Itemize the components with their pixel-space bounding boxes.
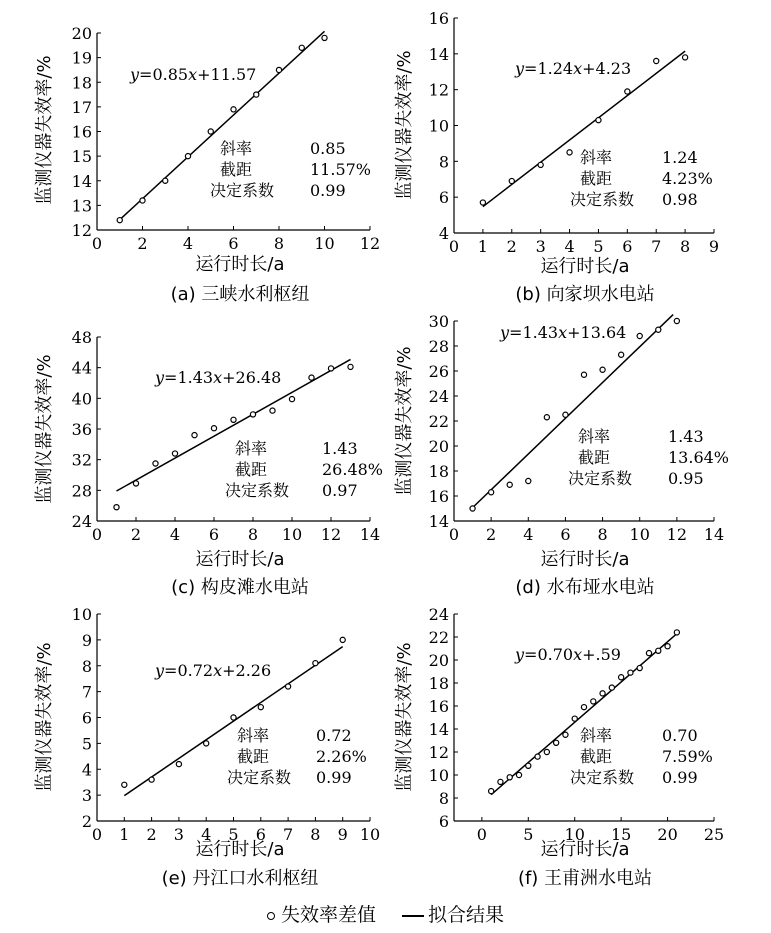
stat-value-r2: 0.99 [310,181,346,200]
y-tick-label: 19 [71,48,92,68]
x-tick-label: 1 [119,825,130,844]
data-point [646,651,651,656]
data-point [625,89,630,94]
stat-value-intercept: 13.64% [668,448,730,467]
data-point [289,397,294,402]
y-tick-label: 14 [428,720,449,739]
x-tick-label: 8 [680,237,691,256]
data-point [572,716,577,721]
x-tick-label: 10 [314,234,335,253]
x-axis-label: 运行时长/a [540,256,630,277]
x-tick-label: 0 [448,525,460,544]
data-point [674,630,679,635]
data-point [600,367,605,372]
stat-label-intercept: 截距 [220,160,253,179]
x-axis-label: 运行时长/a [540,549,630,570]
x-tick-label: 2 [146,825,157,844]
y-tick-label: 10 [428,766,449,785]
chart-caption: (e) 丹江口水利枢纽 [161,868,319,889]
data-point [348,364,353,369]
y-tick-label: 12 [428,80,449,100]
data-point [340,637,345,642]
data-point [591,699,596,704]
data-point [470,506,475,511]
stat-value-intercept: 2.26% [316,747,367,766]
data-point [600,691,605,696]
y-tick-label: 24 [71,512,92,531]
data-point [133,481,138,486]
chart-panel-e [34,605,380,889]
y-tick-label: 28 [428,337,449,356]
data-point [581,372,586,377]
data-point [563,732,568,737]
y-tick-label: 18 [428,462,449,481]
y-tick-label: 26 [428,362,449,381]
data-point [254,92,259,97]
data-point [286,684,291,689]
y-tick-label: 12 [71,221,92,240]
stat-value-r2: 0.95 [668,469,704,488]
data-point [117,218,122,223]
chart-caption: (f) 王甫洲水电站 [517,868,653,889]
data-point [185,154,190,159]
stat-value-slope: 1.43 [322,439,358,458]
data-point [250,412,255,417]
y-axis-label: 监测仪器失效率/% [34,642,55,792]
x-tick-label: 8 [310,825,321,844]
fit-equation: y=1.24x+4.23 [515,59,632,78]
figure-legend [0,900,771,927]
data-point [328,366,333,371]
y-tick-label: 48 [71,328,92,347]
x-tick-label: 8 [597,525,608,544]
data-point [637,333,642,338]
data-point [656,648,661,653]
x-tick-label: 10 [629,525,650,544]
y-tick-label: 14 [71,171,92,191]
data-point [567,150,572,155]
data-point [619,352,624,357]
x-tick-label: 0 [448,237,460,256]
fit-equation: y=1.43x+13.64 [500,323,627,342]
data-point [270,408,275,413]
stat-label-intercept: 截距 [578,448,611,467]
stat-label-intercept: 截距 [580,169,613,188]
y-tick-label: 30 [428,312,449,331]
stat-label-slope: 斜率 [580,148,613,167]
stat-label-slope: 斜率 [578,427,611,446]
data-point [619,675,624,680]
y-axis-label: 监测仪器失效率/% [394,642,415,792]
y-tick-label: 28 [71,481,92,501]
x-tick-label: 9 [337,825,348,844]
x-tick-label: 2 [137,234,148,253]
y-tick-label: 8 [438,152,449,172]
y-tick-label: 17 [71,97,92,117]
x-axis-label: 运行时长/a [540,839,630,860]
stat-value-slope: 0.72 [316,726,352,745]
data-point [516,772,521,777]
stat-value-r2: 0.98 [662,190,698,209]
stat-value-r2: 0.99 [316,768,352,787]
x-tick-label: 12 [320,525,342,544]
fit-equation: y=0.72x+2.26 [155,661,272,680]
y-tick-label: 16 [428,487,449,506]
data-point [538,162,543,167]
data-point [554,740,559,745]
y-tick-label: 2 [81,812,92,831]
data-point [140,198,145,203]
x-tick-label: 0 [91,234,103,253]
data-point [122,782,127,787]
data-point [509,178,514,183]
y-axis-label: 监测仪器失效率/% [394,50,415,200]
y-tick-label: 5 [81,734,92,754]
y-tick-label: 22 [428,412,449,431]
data-point [628,670,633,675]
y-tick-label: 32 [71,450,92,470]
stat-value-intercept: 26.48% [322,460,384,479]
y-tick-label: 16 [428,9,449,28]
x-tick-label: 10 [564,825,585,844]
y-tick-label: 24 [428,605,449,624]
x-tick-label: 6 [560,525,571,544]
y-tick-label: 14 [428,512,449,531]
legend-fit-label: 拟合结果 [428,904,505,926]
data-point [654,58,659,63]
x-tick-label: 8 [247,525,259,544]
stat-label-r2: 决定系数 [568,469,633,488]
y-tick-label: 44 [71,358,92,378]
data-point [656,327,661,332]
chart-panel-d [394,312,729,598]
stat-value-intercept: 7.59% [662,747,713,766]
data-point [231,417,236,422]
y-tick-label: 6 [438,812,449,831]
data-point [163,178,168,183]
x-tick-label: 0 [91,525,103,544]
y-tick-label: 16 [428,697,449,716]
stat-label-intercept: 截距 [237,747,270,766]
fit-equation: y=0.70x+.59 [515,645,621,664]
data-point [581,705,586,710]
y-tick-label: 14 [428,44,449,64]
data-point [211,426,216,431]
x-tick-label: 9 [708,237,720,256]
chart-caption: (a) 三峡水利枢纽 [170,284,310,305]
x-axis-label: 运行时长/a [195,254,285,275]
x-tick-label: 2 [506,237,517,256]
x-tick-label: 14 [359,525,381,544]
stat-label-intercept: 截距 [235,460,268,479]
data-point [674,318,679,323]
stat-label-slope: 斜率 [237,726,270,745]
stat-label-r2: 决定系数 [225,481,290,500]
y-axis-label: 监测仪器失效率/% [34,55,55,205]
data-point [114,505,119,510]
x-tick-label: 5 [593,237,604,256]
data-point [489,490,494,495]
stat-value-intercept: 11.57% [310,160,372,179]
x-tick-label: 20 [657,825,678,844]
data-point [231,715,236,720]
data-point [276,67,281,72]
x-tick-label: 5 [228,825,239,844]
stat-value-r2: 0.99 [662,768,698,787]
x-tick-label: 6 [255,825,266,844]
x-tick-label: 10 [281,525,303,544]
y-tick-label: 20 [428,437,449,456]
data-point [596,118,601,123]
y-tick-label: 6 [438,188,449,208]
stat-value-intercept: 4.23% [662,169,713,188]
data-point [637,665,642,670]
stat-label-r2: 决定系数 [227,768,292,787]
data-point [313,661,318,666]
stat-label-slope: 斜率 [220,139,253,158]
x-tick-label: 2 [486,525,497,544]
y-tick-label: 8 [81,656,92,676]
stat-label-r2: 决定系数 [570,768,635,787]
legend-points-label: 失效率差值 [280,904,376,926]
data-point [176,761,181,766]
data-point [258,705,263,710]
legend-item-points [267,900,376,927]
y-tick-label: 10 [428,116,449,136]
data-point [665,644,670,649]
x-tick-label: 4 [564,237,575,256]
x-tick-label: 12 [359,234,381,253]
x-tick-label: 6 [228,234,239,253]
x-axis-label: 运行时长/a [195,549,285,570]
data-point [149,777,154,782]
y-tick-label: 6 [81,708,92,728]
stat-label-slope: 斜率 [235,439,268,458]
y-axis-label: 监测仪器失效率/% [34,354,55,504]
y-tick-label: 12 [428,743,449,762]
data-point [535,754,540,759]
y-tick-label: 15 [71,147,92,167]
data-point [192,433,197,438]
x-tick-label: 25 [703,825,725,844]
data-point [480,200,485,205]
data-point [526,478,531,483]
x-tick-label: 5 [523,825,534,844]
data-point [299,45,304,50]
chart-panel-a [34,24,380,305]
stat-label-intercept: 截距 [580,747,613,766]
chart-panel-b [394,9,719,305]
y-tick-label: 4 [438,224,449,243]
y-tick-label: 13 [71,196,92,216]
circle-marker-icon [267,912,275,920]
y-tick-label: 10 [71,605,92,624]
y-tick-label: 18 [428,674,449,693]
x-tick-label: 14 [703,525,725,544]
data-point [309,375,314,380]
x-tick-label: 6 [208,525,220,544]
x-tick-label: 4 [182,234,194,253]
stat-value-r2: 0.97 [322,481,358,500]
data-point [544,749,549,754]
data-point [208,129,213,134]
stat-label-r2: 决定系数 [570,190,635,209]
x-tick-label: 10 [359,825,381,844]
line-marker-icon [402,915,424,917]
y-tick-label: 7 [81,682,92,702]
chart-caption: (d) 水布垭水电站 [515,577,655,598]
y-tick-label: 18 [71,73,92,93]
y-tick-label: 8 [438,789,449,808]
chart-caption: (c) 构皮滩水电站 [171,577,309,598]
x-tick-label: 1 [477,237,488,256]
data-point [507,775,512,780]
x-tick-label: 15 [610,825,632,844]
stat-value-slope: 1.43 [668,427,704,446]
stat-value-slope: 1.24 [662,148,698,167]
y-tick-label: 20 [71,24,92,43]
data-point [204,741,209,746]
x-tick-label: 4 [201,825,212,844]
chart-panel-f [394,605,724,889]
stat-value-slope: 0.85 [310,139,346,158]
stat-label-r2: 决定系数 [210,181,275,200]
chart-caption: (b) 向家坝水电站 [515,284,655,305]
y-tick-label: 3 [81,786,92,806]
data-point [683,55,688,60]
y-axis-label: 监测仪器失效率/% [394,346,415,496]
x-tick-label: 2 [130,525,142,544]
x-axis-label: 运行时长/a [195,839,285,860]
stat-value-slope: 0.70 [662,726,698,745]
chart-panel-c [34,328,383,598]
x-tick-label: 0 [476,825,487,844]
data-point [172,451,177,456]
data-point [153,461,158,466]
data-point [563,412,568,417]
x-tick-label: 7 [283,825,294,844]
y-tick-label: 20 [428,651,449,670]
y-tick-label: 40 [71,389,92,409]
legend-item-fit [402,900,504,927]
x-tick-label: 4 [523,525,534,544]
data-point [609,685,614,690]
x-tick-label: 3 [535,237,546,256]
y-tick-label: 4 [81,760,92,780]
x-tick-label: 7 [651,237,662,256]
x-tick-label: 6 [622,237,633,256]
x-tick-label: 0 [91,825,103,844]
fit-equation: y=0.85x+11.57 [130,65,257,84]
fit-equation: y=1.43x+26.48 [155,368,282,387]
data-point [231,107,236,112]
x-tick-label: 12 [666,525,688,544]
x-tick-label: 8 [273,234,285,253]
data-point [322,35,327,40]
y-tick-label: 24 [428,387,449,406]
x-tick-label: 3 [173,825,184,844]
y-tick-label: 22 [428,628,449,647]
data-point [526,763,531,768]
x-tick-label: 4 [169,525,181,544]
stat-label-slope: 斜率 [580,726,613,745]
data-point [544,415,549,420]
y-tick-label: 36 [71,420,92,439]
y-tick-label: 9 [81,630,92,650]
y-tick-label: 16 [71,122,92,142]
data-point [489,789,494,794]
data-point [498,779,503,784]
data-point [507,482,512,487]
